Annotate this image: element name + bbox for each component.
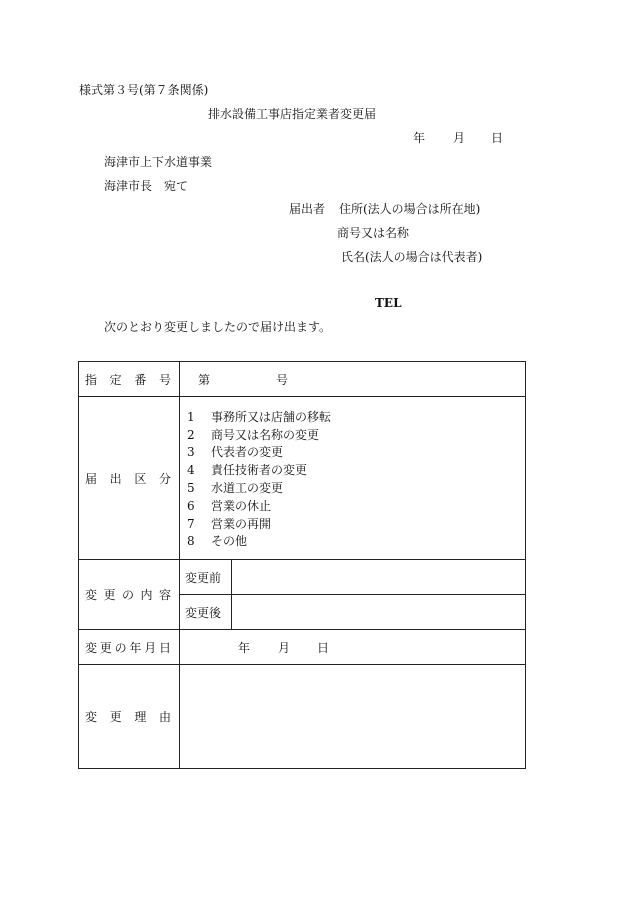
- business-name-label: 商号又は名称: [337, 226, 410, 240]
- notification-type-list: [180, 405, 525, 551]
- form-number: 様式第３号(第７条関係): [79, 83, 209, 97]
- content-before-row: [79, 560, 526, 595]
- label-char: 内: [140, 588, 153, 602]
- label-char: 更: [99, 640, 112, 655]
- reason-row: [79, 665, 526, 769]
- label-char: 定: [109, 372, 122, 387]
- before-value-cell[interactable]: [232, 560, 526, 595]
- address-field-label: 住所(法人の場合は所在地): [339, 202, 481, 216]
- item-number: 1: [187, 409, 195, 424]
- after-label: 変更後: [180, 595, 232, 630]
- label-char: 日: [158, 640, 171, 655]
- notification-type-row: [79, 397, 526, 560]
- item-number: 6: [187, 498, 195, 513]
- before-label: 変更前: [180, 560, 232, 595]
- designation-row: [79, 362, 526, 397]
- label-char: 指: [85, 372, 98, 387]
- notification-type-item[interactable]: [187, 498, 525, 516]
- item-number: 7: [187, 516, 195, 531]
- notification-type-item[interactable]: [187, 444, 525, 462]
- item-text: 営業の再開: [211, 516, 272, 531]
- date-month-label: 月: [453, 131, 466, 145]
- item-text: その他: [211, 534, 248, 549]
- item-text: 事務所又は店舗の移転: [211, 409, 332, 424]
- label-char: 月: [144, 640, 157, 655]
- after-value-cell[interactable]: [232, 595, 526, 630]
- label-char: の: [121, 588, 134, 602]
- notification-type-item[interactable]: [187, 409, 525, 427]
- date-year-label: 年: [413, 131, 426, 145]
- label-char: 由: [158, 710, 171, 724]
- item-text: 商号又は名称の変更: [211, 427, 320, 442]
- designation-value-cell[interactable]: [180, 362, 526, 397]
- label-char: 出: [109, 471, 122, 486]
- label-char: 変: [85, 640, 98, 655]
- notification-type-item[interactable]: [187, 516, 525, 534]
- label-char: 年: [129, 640, 142, 655]
- notification-type-cell: [180, 397, 526, 560]
- label-char: 理: [134, 710, 147, 724]
- label-char: 届: [85, 471, 98, 486]
- item-number: 5: [187, 481, 195, 495]
- label-char: 更: [109, 710, 122, 724]
- notification-type-label: [79, 397, 180, 560]
- designation-go: 号: [276, 372, 289, 387]
- content-label: [79, 560, 180, 630]
- change-date-label: [79, 630, 180, 665]
- item-number: 3: [187, 445, 195, 460]
- change-date-cell[interactable]: [180, 630, 526, 665]
- designation-label: [79, 362, 180, 397]
- label-char: 更: [103, 588, 116, 602]
- change-date-year: 年: [238, 640, 251, 655]
- label-char: の: [114, 640, 127, 655]
- label-char: 変: [85, 588, 98, 602]
- label-char: 番: [134, 372, 147, 387]
- label-char: 号: [158, 372, 171, 387]
- notification-type-item[interactable]: [187, 480, 525, 498]
- representative-label: 氏名(法人の場合は代表者): [341, 250, 483, 264]
- label-char: 分: [158, 471, 171, 486]
- applicant-label: 届出者: [289, 202, 326, 216]
- addressee-line-1: 海津市上下水道事業: [104, 155, 213, 169]
- reason-cell[interactable]: [180, 665, 526, 769]
- item-text: 水道工の変更: [211, 481, 284, 495]
- reason-label: [79, 665, 180, 769]
- item-number: 2: [187, 427, 195, 442]
- item-text: 責任技術者の変更: [211, 463, 308, 478]
- change-date-row: [79, 630, 526, 665]
- item-text: 代表者の変更: [211, 445, 284, 460]
- label-char: 変: [85, 710, 98, 724]
- label-char: 容: [158, 588, 171, 602]
- item-number: 8: [187, 534, 195, 549]
- tel-label: TEL: [375, 296, 402, 310]
- notification-type-item[interactable]: [187, 462, 525, 480]
- item-text: 営業の休止: [211, 498, 272, 513]
- change-date-month: 月: [278, 640, 291, 655]
- addressee-line-2: 海津市長 宛て: [104, 179, 189, 193]
- notification-type-item[interactable]: [187, 533, 525, 551]
- change-date-day: 日: [317, 640, 330, 655]
- page-title: 排水設備工事店指定業者変更届: [208, 107, 377, 121]
- label-char: 区: [134, 471, 147, 486]
- date-day-label: 日: [491, 131, 504, 145]
- designation-dai: 第: [198, 372, 211, 387]
- notice-text: 次のとおり変更しましたので届け出ます。: [104, 320, 332, 334]
- change-form-table: [78, 361, 526, 769]
- notification-type-item[interactable]: [187, 427, 525, 445]
- item-number: 4: [187, 463, 195, 478]
